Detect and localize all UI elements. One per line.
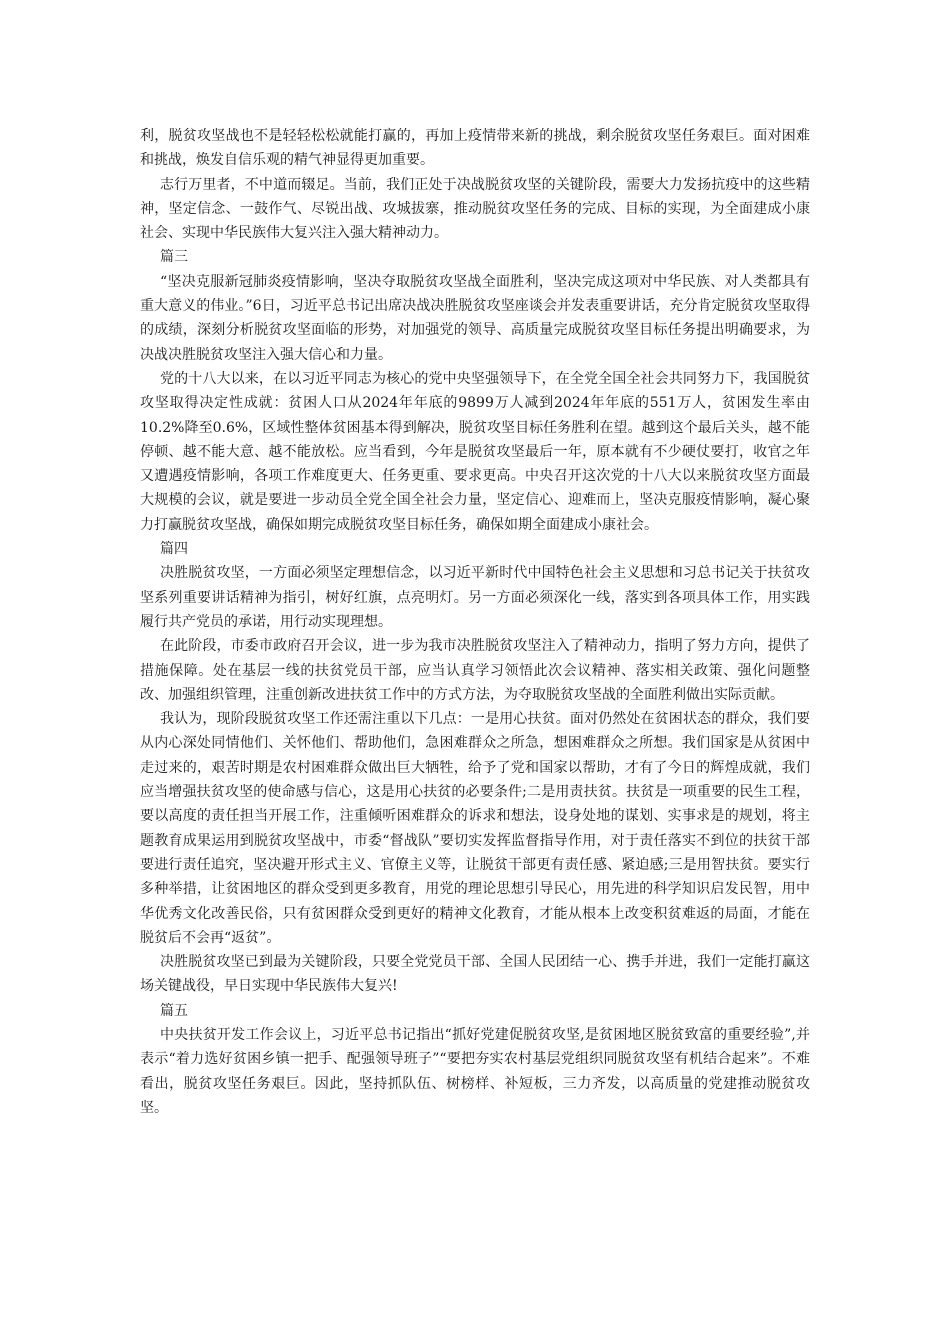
- section-heading: 篇四: [160, 541, 188, 558]
- paragraph: 在此阶段，市委市政府召开会议，进一步为我市决胜脱贫攻坚注入了精神动力，指明了努力方向，提供了措施保障。处在基层一线的扶贫党员干部，应当认真学习领悟此次会议精神、落实相关政策、强化问题整改、加强组织管理，注重创新改进扶贫工作中的方式方法，为夺取脱贫攻坚战的全面胜利做出实际贡献。: [140, 638, 810, 703]
- paragraph: “坚决克服新冠肺炎疫情影响，坚决夺取脱贫攻坚战全面胜利，坚决完成这项对中华民族、对人类都具有重大意义的伟业。”6日，习近平总书记出席决战决胜脱贫攻坚座谈会并发表重要讲话，充分肯定脱贫攻坚取得的成绩，深刻分析脱贫攻坚面临的形势，对加强党的领导、高质量完成脱贫攻坚目标任务提出明确要求，为决战决胜脱贫攻坚注入强大信心和力量。: [140, 273, 810, 363]
- paragraph: 志行万里者，不中道而辍足。当前，我们正处于决战脱贫攻坚的关键阶段，需要大力发扬抗疫中的这些精神，坚定信念、一鼓作气、尽锐出战、攻城拔寨，推动脱贫攻坚任务的完成、目标的实现，为全面建成小康社会、实现中华民族伟大复兴注入强大精神动力。: [140, 176, 810, 242]
- section-heading: 篇三: [160, 249, 188, 266]
- paragraph: 党的十八大以来，在以习近平同志为核心的党中央坚强领导下，在全党全国全社会共同努力下，我国脱贫攻坚取得决定性成就：贫困人口从2024年年底的9899万人减到2024年年底的551万人，贫困发生率由10.2%降至0.6%，区域性整体贫困基本得到解决，脱贫攻坚目标任务胜利在望。越到这个最后关头，越不能停顿、越不能大意、越不能放松。应当看到，今年是脱贫攻坚最后一年，原本就有不少硬仗要打，收官之年又遭遇疫情影响，各项工作难度更大、任务更重、要求更高。中央召开这次党的十八大以来脱贫攻坚方面最大规模的会议，就是要进一步动员全党全国全社会力量，坚定信心、迎难而上，坚决克服疫情影响，凝心聚力打赢脱贫攻坚战，确保如期完成脱贫攻坚目标任务，确保如期全面建成小康社会。: [140, 370, 810, 533]
- section-heading: 篇五: [160, 1002, 188, 1019]
- paragraph: 我认为，现阶段脱贫攻坚工作还需注重以下几点：一是用心扶贫。面对仍然处在贫困状态的群众，我们要从内心深处同情他们、关怀他们、帮助他们，急困难群众之所急，想困难群众之所想。我们国家是从贫困中走过来的，艰苦时期是农村困难群众做出巨大牺牲，给予了党和国家以帮助，才有了今日的辉煌成就，我们应当增强扶贫攻坚的使命感与信心，这是用心扶贫的必要条件;二是用责扶贫。扶贫是一项重要的民生工程，要以高度的责任担当开展工作，注重倾听困难群众的诉求和想法，设身处地的谋划、实事求是的规划，将主题教育成果运用到脱贫攻坚战中，市委“督战队”要切实发挥监督指导作用，对于责任落实不到位的扶贫干部要进行责任追究，坚决避开形式主义、官僚主义等，让脱贫干部更有责任感、紧迫感;三是用智扶贫。要实行多种举措，让贫困地区的群众受到更多教育，用党的理论思想引导民心，用先进的科学知识启发民智，用中华优秀文化改善民俗，只有贫困群众受到更好的精神文化教育，才能从根本上改变积贫难返的局面，才能在脱贫后不会再“返贫”。: [140, 711, 810, 946]
- document-body: [140, 124, 810, 1120]
- paragraph: 决胜脱贫攻坚已到最为关键阶段，只要全党党员干部、全国人民团结一心、携手并进，我们一定能打赢这场关键战役，早日实现中华民族伟大复兴!: [140, 954, 810, 995]
- paragraph: 决胜脱贫攻坚，一方面必须坚定理想信念，以习近平新时代中国特色社会主义思想和习总书记关于扶贫攻坚系列重要讲话精神为指引，树好红旗，点亮明灯。另一方面必须深化一线，落实到各项具体工作，用实践履行共产党员的承诺，用行动实现理想。: [140, 565, 810, 630]
- paragraph: 中央扶贫开发工作会议上，习近平总书记指出“抓好党建促脱贫攻坚,是贫困地区脱贫致富的重要经验”,并表示“着力选好贫困乡镇一把手、配强领导班子”“要把夯实农村基层党组织同脱贫攻坚有机结合起来”。不难看出，脱贫攻坚任务艰巨。因此，坚持抓队伍、树榜样、补短板，三力齐发，以高质量的党建推动脱贫攻坚。: [140, 1026, 810, 1116]
- paragraph: 利，脱贫攻坚战也不是轻轻松松就能打赢的，再加上疫情带来新的挑战，剩余脱贫攻坚任务艰巨。面对困难和挑战，焕发自信乐观的精气神显得更加重要。: [140, 128, 810, 169]
